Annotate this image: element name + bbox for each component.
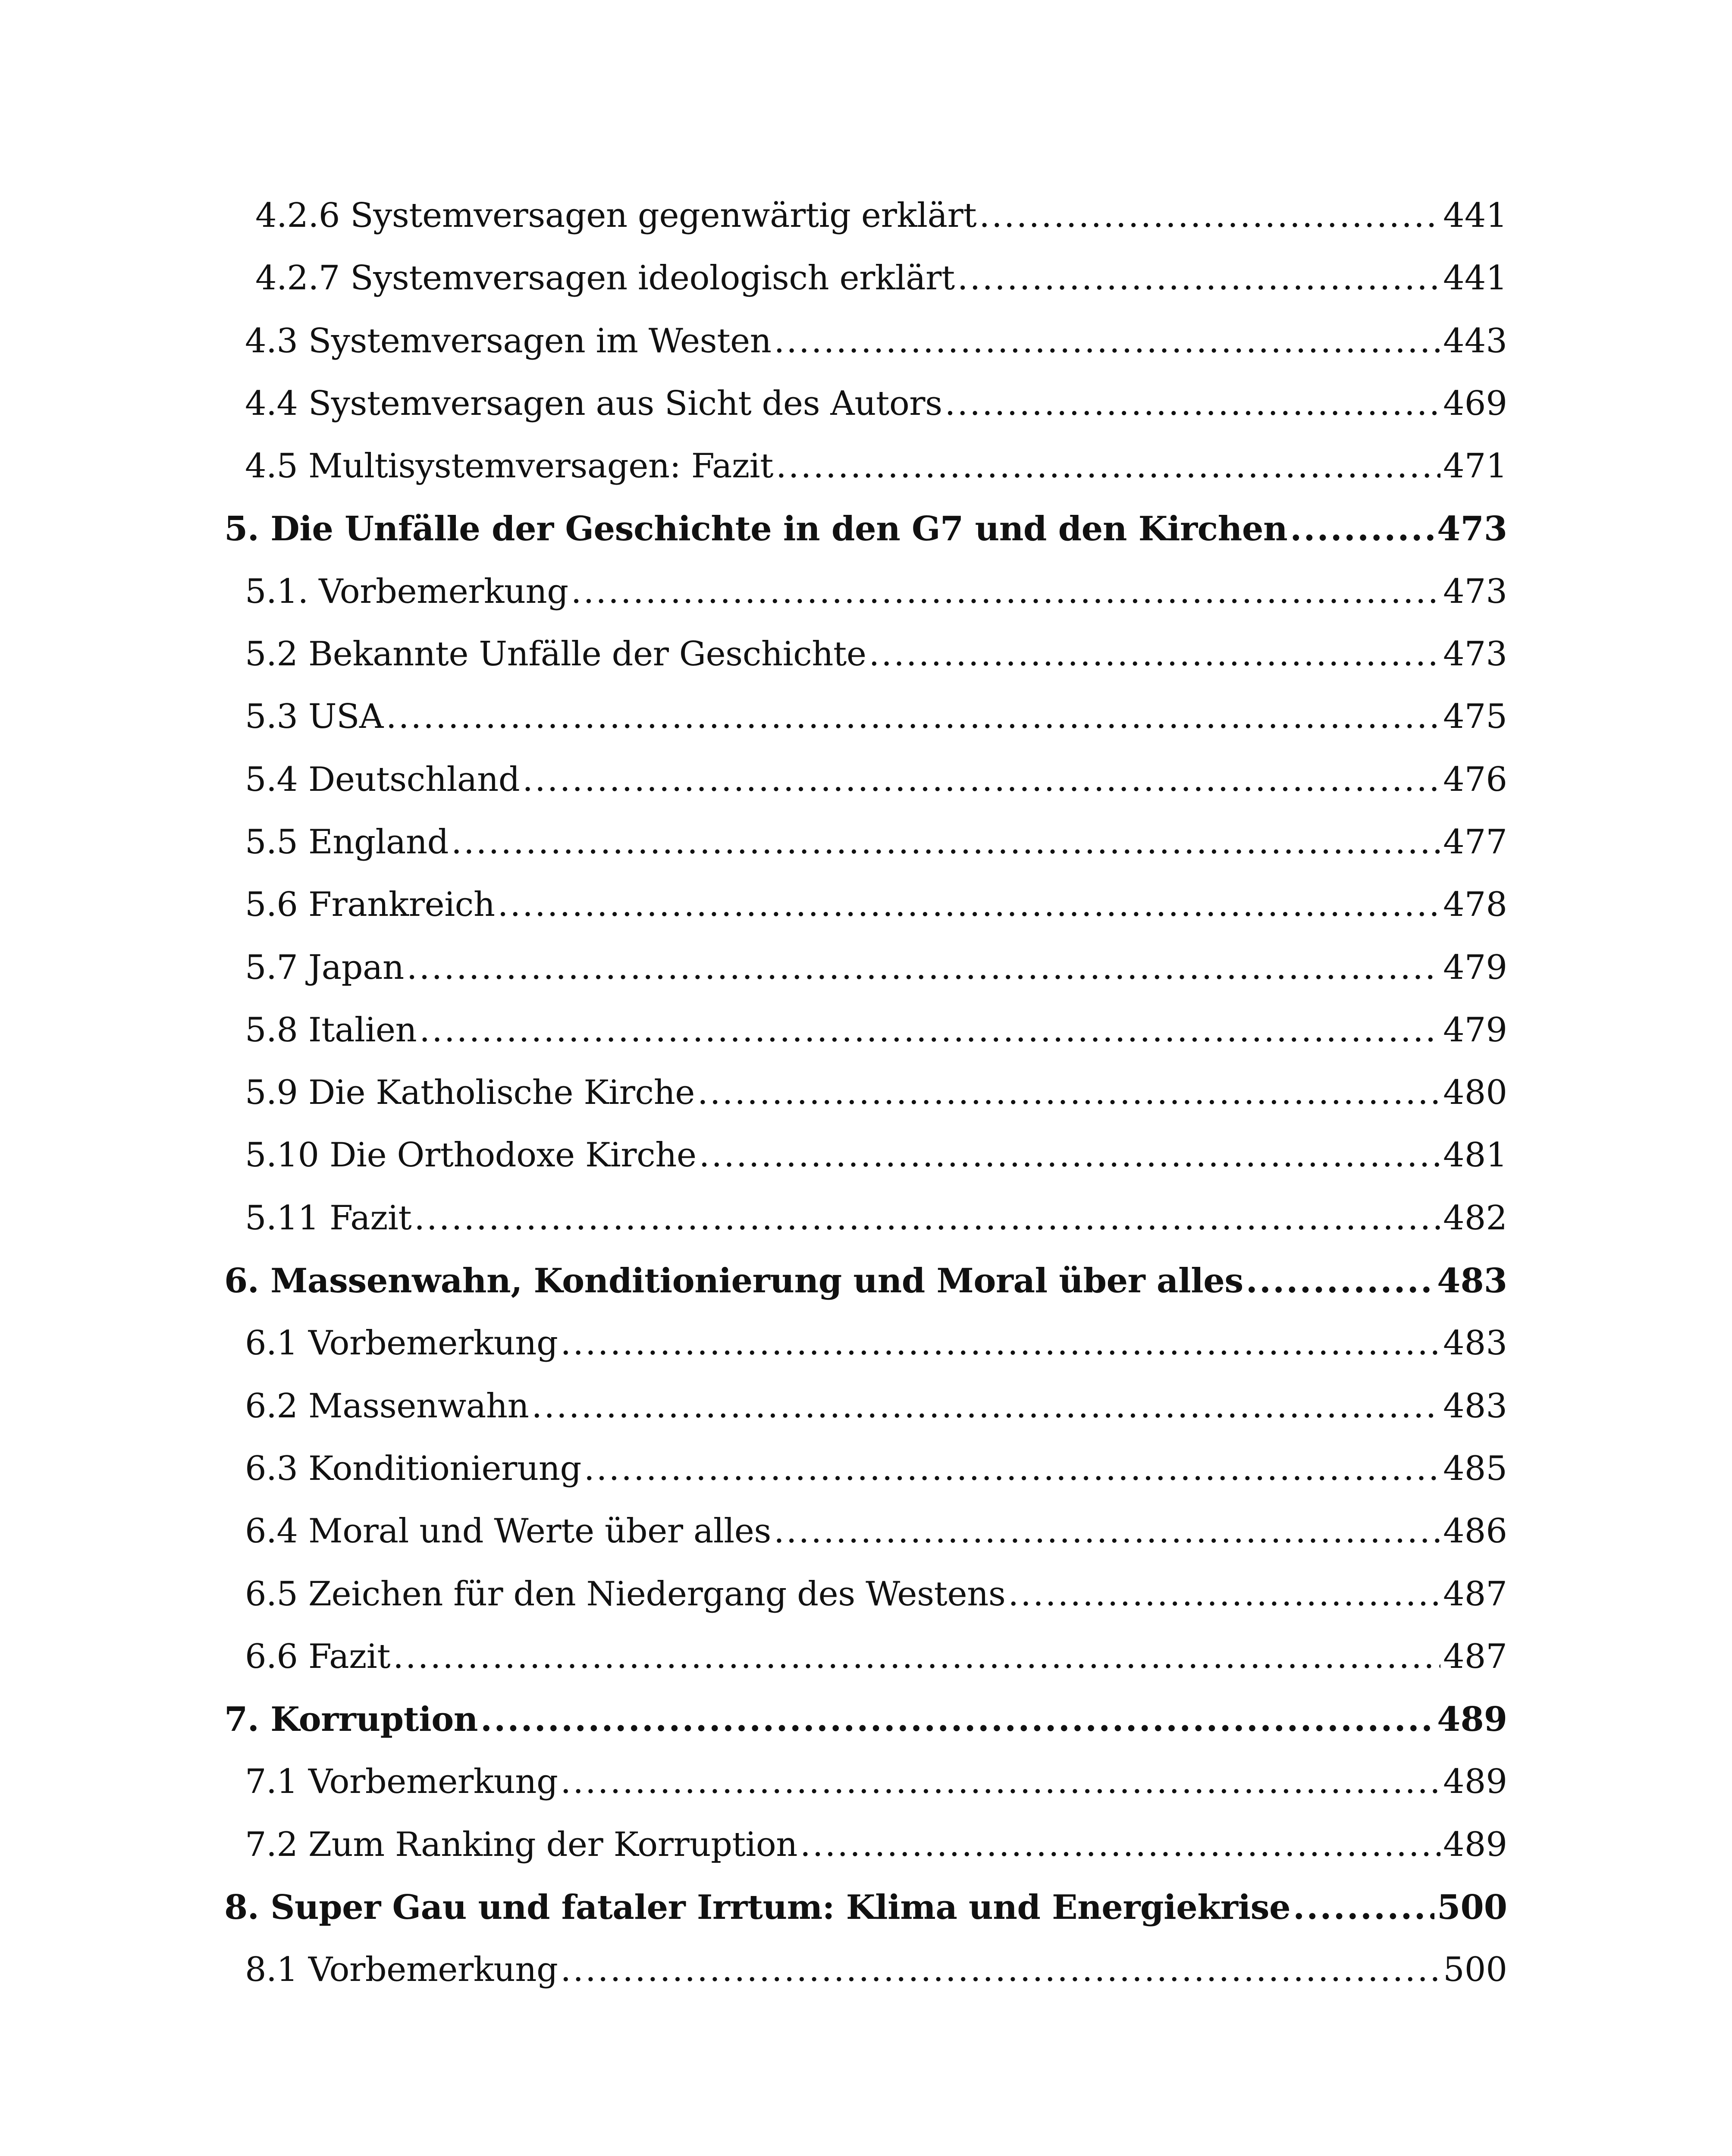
- toc-entry-page-number: 477: [1443, 822, 1507, 862]
- toc-entry-title: 8.1 Vorbemerkung: [245, 1950, 558, 1990]
- toc-entry-page-number: 480: [1443, 1073, 1507, 1112]
- toc-entry-page-number: 486: [1443, 1512, 1507, 1551]
- toc-entry-title: 6.6 Fazit: [245, 1637, 391, 1676]
- toc-entry-title: 5.4 Deutschland: [245, 760, 520, 799]
- toc-dot-leader: [584, 1449, 1440, 1488]
- toc-dot-leader: [1008, 1575, 1440, 1614]
- toc-entry-page-number: 479: [1443, 1010, 1507, 1050]
- toc-section-entry: [224, 447, 1507, 509]
- toc-entry-title: 5.6 Frankreich: [245, 885, 495, 924]
- toc-entry-page-number: 471: [1443, 447, 1507, 486]
- toc-chapter-entry: [224, 509, 1507, 572]
- toc-entry-title: 4.2.6 Systemversagen gegenwärtig erklärt: [255, 196, 977, 235]
- toc-section-entry: [224, 1950, 1507, 2013]
- toc-section-entry: [224, 1387, 1507, 1449]
- toc-entry-page-number: 489: [1443, 1762, 1507, 1802]
- toc-entry-title: 6.4 Moral und Werte über alles: [245, 1512, 771, 1551]
- toc-dot-leader: [560, 1762, 1440, 1801]
- toc-entry-page-number: 473: [1443, 635, 1507, 674]
- toc-section-entry: [224, 823, 1507, 885]
- toc-entry-title: 7.2 Zum Ranking der Korruption: [245, 1825, 797, 1864]
- toc-dot-leader: [776, 447, 1440, 486]
- toc-entry-page-number: 487: [1443, 1637, 1507, 1676]
- toc-chapter-entry: [224, 1700, 1507, 1762]
- toc-entry-page-number: 441: [1443, 196, 1507, 235]
- toc-dot-leader: [697, 1073, 1440, 1112]
- toc-dot-leader: [1293, 1888, 1434, 1927]
- toc-dot-leader: [774, 322, 1440, 360]
- toc-dot-leader: [531, 1387, 1440, 1426]
- toc-dot-leader: [979, 196, 1440, 235]
- toc-entry-title: 5.7 Japan: [245, 948, 404, 987]
- toc-section-entry: [224, 384, 1507, 447]
- toc-section-entry: [224, 948, 1507, 1011]
- toc-chapter-entry: [224, 1261, 1507, 1324]
- toc-entry-title: 5.5 England: [245, 822, 449, 862]
- toc-section-entry: [224, 572, 1507, 635]
- toc-dot-leader: [774, 1512, 1440, 1551]
- toc-entry-title: 4.5 Multisystemversagen: Fazit: [245, 447, 773, 486]
- toc-entry-page-number: 483: [1443, 1386, 1507, 1426]
- toc-entry-page-number: 473: [1443, 572, 1507, 611]
- toc-entry-page-number: 500: [1443, 1950, 1507, 1990]
- toc-section-entry: [224, 697, 1507, 760]
- toc-dot-leader: [386, 697, 1440, 736]
- toc-entry-page-number: 469: [1443, 384, 1507, 423]
- toc-section-entry: [224, 1324, 1507, 1386]
- toc-entry-title: 6.1 Vorbemerkung: [245, 1324, 558, 1363]
- toc-dot-leader: [393, 1637, 1440, 1676]
- toc-entry-page-number: 475: [1443, 697, 1507, 736]
- toc-entry-page-number: 478: [1443, 885, 1507, 924]
- toc-entry-page-number: 483: [1437, 1261, 1507, 1301]
- toc-dot-leader: [414, 1199, 1440, 1238]
- toc-dot-leader: [699, 1136, 1441, 1175]
- toc-entry-page-number: 483: [1443, 1324, 1507, 1363]
- toc-entry-title: 5.11 Fazit: [245, 1198, 412, 1238]
- toc-entry-page-number: 489: [1437, 1700, 1507, 1739]
- toc-entry-title: 5.9 Die Katholische Kirche: [245, 1073, 695, 1112]
- toc-entry-title: 5.8 Italien: [245, 1010, 417, 1050]
- toc-entry-title: 7.1 Vorbemerkung: [245, 1762, 558, 1802]
- toc-dot-leader: [480, 1700, 1434, 1739]
- toc-section-entry: [224, 1011, 1507, 1073]
- toc-entry-page-number: 485: [1443, 1449, 1507, 1488]
- toc-entry-page-number: 482: [1443, 1198, 1507, 1238]
- toc-entry-title: 6. Massenwahn, Konditionierung und Moral über alles: [224, 1261, 1243, 1301]
- toc-entry-title: 5. Die Unfälle der Geschichte in den G7 und den Kirchen: [224, 509, 1288, 549]
- toc-entry-title: 4.4 Systemversagen aus Sicht des Autors: [245, 384, 942, 423]
- toc-dot-leader: [522, 760, 1440, 799]
- toc-entry-title: 5.3 USA: [245, 697, 383, 736]
- toc-section-entry: [224, 1136, 1507, 1198]
- toc-dot-leader: [407, 948, 1440, 987]
- toc-entry-page-number: 441: [1443, 259, 1507, 298]
- toc-section-entry: [224, 1073, 1507, 1136]
- toc-entry-title: 6.2 Massenwahn: [245, 1386, 529, 1426]
- toc-dot-leader: [451, 823, 1440, 862]
- toc-entry-title: 8. Super Gau und fataler Irrtum: Klima und Energiekrise: [224, 1888, 1291, 1927]
- toc-dot-leader: [957, 259, 1440, 298]
- toc-entry-title: 5.1. Vorbemerkung: [245, 572, 568, 611]
- toc-entry-page-number: 479: [1443, 948, 1507, 987]
- toc-section-entry: [224, 1575, 1507, 1637]
- toc-dot-leader: [1290, 509, 1434, 548]
- toc-entry-page-number: 500: [1437, 1888, 1507, 1927]
- toc-entry-title: 7. Korruption: [224, 1700, 478, 1739]
- toc-dot-leader: [945, 384, 1441, 423]
- toc-entry-title: 6.5 Zeichen für den Niedergang des Westens: [245, 1574, 1006, 1614]
- toc-section-entry: [224, 1762, 1507, 1825]
- toc-section-entry: [224, 1637, 1507, 1700]
- toc-entry-page-number: 481: [1443, 1136, 1507, 1175]
- toc-entry-title: 4.2.7 Systemversagen ideologisch erklärt: [255, 259, 955, 298]
- toc-dot-leader: [560, 1950, 1440, 1989]
- toc-section-entry: [224, 1825, 1507, 1888]
- toc-entry-page-number: 473: [1437, 509, 1507, 549]
- toc-section-entry: [224, 259, 1507, 321]
- toc-chapter-entry: [224, 1888, 1507, 1950]
- toc-dot-leader: [800, 1825, 1440, 1864]
- toc-dot-leader: [869, 635, 1441, 674]
- toc-entry-page-number: 489: [1443, 1825, 1507, 1864]
- toc-entry-title: 4.3 Systemversagen im Westen: [245, 321, 772, 360]
- toc-section-entry: [224, 1449, 1507, 1512]
- toc-entry-title: 5.2 Bekannte Unfälle der Geschichte: [245, 635, 866, 674]
- toc-dot-leader: [1246, 1261, 1434, 1300]
- toc-dot-leader: [419, 1011, 1440, 1050]
- toc-entry-page-number: 476: [1443, 760, 1507, 799]
- toc-dot-leader: [560, 1324, 1440, 1363]
- toc-section-entry: [224, 1512, 1507, 1574]
- toc-section-entry: [224, 760, 1507, 823]
- toc-entry-page-number: 443: [1443, 321, 1507, 360]
- toc-section-entry: [224, 885, 1507, 948]
- toc-entry-title: 6.3 Konditionierung: [245, 1449, 581, 1488]
- toc-section-entry: [224, 1199, 1507, 1261]
- toc-dot-leader: [571, 572, 1440, 611]
- toc-section-entry: [224, 322, 1507, 384]
- toc-entry-title: 5.10 Die Orthodoxe Kirche: [245, 1136, 697, 1175]
- toc-section-entry: [224, 635, 1507, 697]
- toc-dot-leader: [498, 885, 1441, 924]
- toc-section-entry: [224, 196, 1507, 259]
- toc-entry-page-number: 487: [1443, 1574, 1507, 1614]
- table-of-contents: [224, 196, 1507, 2013]
